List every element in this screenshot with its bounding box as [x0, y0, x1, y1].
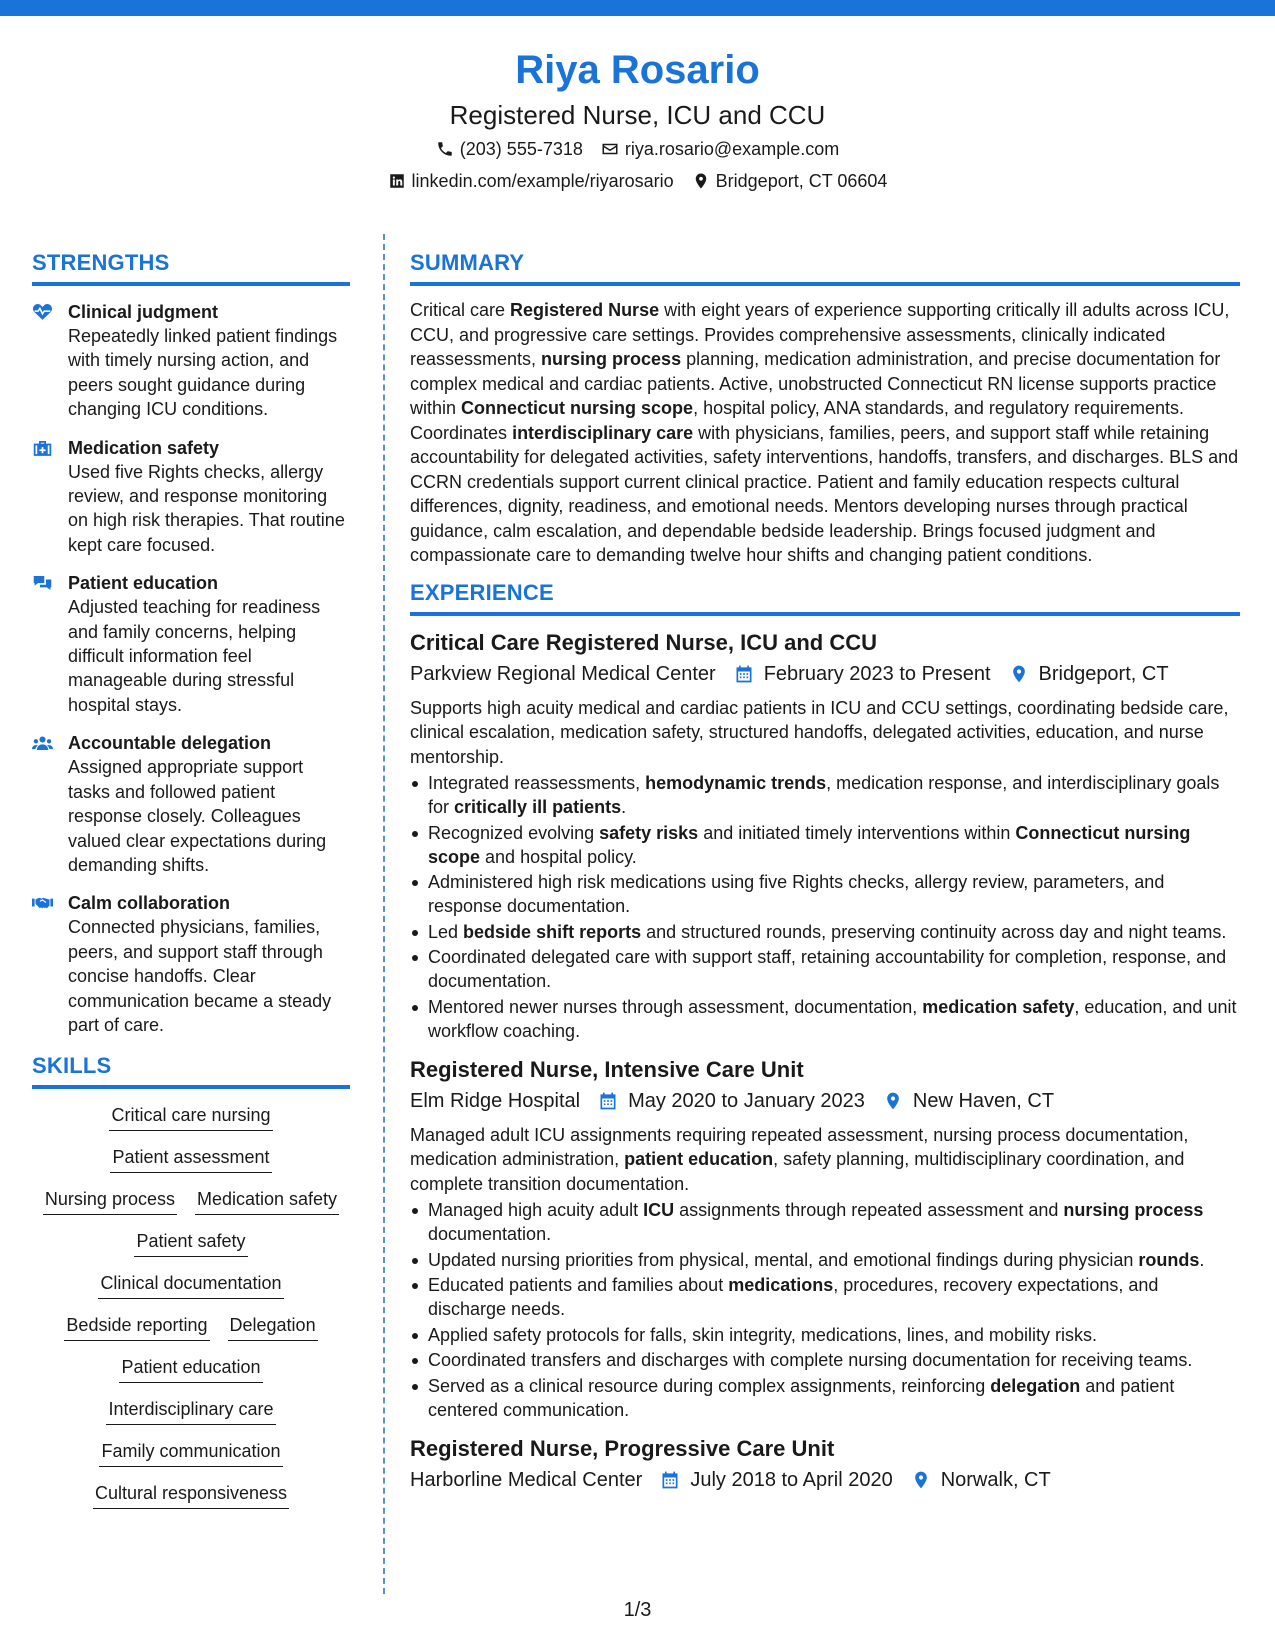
calendar-icon — [598, 1091, 618, 1111]
skill-row — [43, 1187, 339, 1215]
linkedin-contact[interactable] — [388, 168, 674, 194]
location-contact — [692, 168, 888, 194]
job-employer: Harborline Medical Center — [410, 1468, 643, 1491]
job-employer: Parkview Regional Medical Center — [410, 662, 716, 685]
skill-tag: Medication safety — [195, 1187, 339, 1215]
strength-title: Calm collaboration — [68, 893, 231, 914]
phone-icon — [436, 140, 454, 158]
bullet-item: Managed high acuity adult ICU assignments through repeated assessment and nursing process documentation. — [410, 1198, 1240, 1246]
strengths-heading: STRENGTHS — [32, 248, 350, 286]
column-divider — [383, 234, 385, 1594]
strength-title: Accountable delegation — [68, 733, 272, 754]
email-text: riya.rosario@example.com — [624, 139, 840, 159]
strength-title: Clinical judgment — [68, 302, 219, 322]
bullet-item: Integrated reassessments, hemodynamic trends, medication response, and interdisciplinary goals for critically ill patients. — [410, 771, 1240, 819]
job-dates: July 2018 to April 2020 — [660, 1466, 892, 1494]
strength-description: Used five Rights checks, allergy review, and response monitoring on high risk therapies. That routine kept care focused. — [68, 461, 345, 555]
skill-tag: Bedside reporting — [64, 1313, 209, 1341]
calendar-icon — [660, 1470, 680, 1490]
envelope-icon — [601, 140, 619, 158]
job-entry — [410, 628, 1240, 1043]
strength-item — [32, 436, 350, 558]
skill-row — [93, 1481, 289, 1509]
contact-row-2 — [0, 168, 1275, 194]
skill-tag: Interdisciplinary care — [106, 1397, 275, 1425]
skill-tag: Patient education — [119, 1355, 262, 1383]
strength-description: Assigned appropriate support tasks and followed patient response closely. Colleagues valued clear expectations during demanding shifts. — [68, 757, 327, 875]
job-entry — [410, 1055, 1240, 1422]
experience-heading: EXPERIENCE — [410, 578, 1240, 616]
phone-contact[interactable] — [436, 136, 583, 162]
skills-heading: SKILLS — [32, 1051, 350, 1089]
candidate-name: Riya Rosario — [515, 48, 760, 92]
strength-item — [32, 300, 350, 422]
job-location: New Haven, CT — [883, 1087, 1054, 1115]
map-pin-icon — [1009, 664, 1029, 684]
location-text: Bridgeport, CT 06604 — [715, 171, 888, 191]
skill-row — [64, 1313, 317, 1341]
left-column — [32, 248, 350, 1509]
job-meta — [410, 1466, 1240, 1494]
skill-row — [109, 1103, 272, 1131]
skill-tag: Patient assessment — [110, 1145, 271, 1173]
job-bullets — [410, 771, 1240, 1043]
skill-tag: Family communication — [99, 1439, 282, 1467]
map-pin-icon — [883, 1091, 903, 1111]
skill-tag: Delegation — [228, 1313, 318, 1341]
skill-tag: Cultural responsiveness — [93, 1481, 289, 1509]
chat-icon — [32, 571, 54, 717]
handshake-icon — [32, 891, 54, 1037]
skill-tag: Clinical documentation — [98, 1271, 283, 1299]
contact-row-1 — [0, 136, 1275, 162]
skill-row — [98, 1271, 283, 1299]
strength-item — [32, 571, 350, 717]
bullet-item: Educated patients and families about medications, procedures, recovery expectations, and discharge needs. — [410, 1273, 1240, 1321]
strength-description: Adjusted teaching for readiness and family concerns, helping difficult information feel manageable during stressful hospital stays. — [68, 597, 321, 715]
skill-row — [106, 1397, 275, 1425]
job-bullets — [410, 1198, 1240, 1422]
job-meta — [410, 660, 1240, 688]
bullet-item: Administered high risk medications using five Rights checks, allergy review, parameters, and response documentation. — [410, 870, 1240, 918]
skills-list — [32, 1103, 350, 1509]
job-title: Registered Nurse, Intensive Care Unit — [410, 1056, 804, 1082]
map-pin-icon — [911, 1470, 931, 1490]
skill-row — [134, 1229, 247, 1257]
calendar-icon — [734, 664, 754, 684]
skill-row — [110, 1145, 271, 1173]
bullet-item: Recognized evolving safety risks and initiated timely interventions within Connecticut nursing scope and hospital policy. — [410, 821, 1240, 869]
bullet-item: Updated nursing priorities from physical, mental, and emotional findings during physician rounds. — [410, 1248, 1240, 1272]
job-description: Supports high acuity medical and cardiac patients in ICU and CCU settings, coordinating bedside care, clinical escalation, medication safety, structured handoffs, delegated activities, education, and nurse mentorship. — [410, 697, 1229, 767]
bullet-item: Mentored newer nurses through assessment, documentation, medication safety, education, and unit workflow coaching. — [410, 995, 1240, 1043]
resume-header — [0, 44, 1275, 194]
job-description: Managed adult ICU assignments requiring repeated assessment, nursing process documentation, medication administration, patient education, safety planning, multidisciplinary coordination, and complete transition documentation. — [410, 1124, 1189, 1194]
summary-heading: SUMMARY — [410, 248, 1240, 286]
page-number: 1/3 — [623, 1599, 652, 1621]
job-dates: February 2023 to Present — [734, 660, 991, 688]
bullet-item: Served as a clinical resource during complex assignments, reinforcing delegation and patient centered communication. — [410, 1374, 1240, 1422]
top-accent-bar — [0, 0, 1275, 16]
strength-item — [32, 731, 350, 877]
right-column — [410, 248, 1240, 1494]
candidate-role: Registered Nurse, ICU and CCU — [449, 100, 826, 130]
bullet-item: Applied safety protocols for falls, skin integrity, medications, lines, and mobility risks. — [410, 1323, 1240, 1347]
bullet-item: Coordinated delegated care with support staff, retaining accountability for completion, response, and documentation. — [410, 945, 1240, 993]
users-icon — [32, 731, 54, 877]
linkedin-text: linkedin.com/example/riyarosario — [411, 171, 674, 191]
linkedin-icon — [388, 172, 406, 190]
strength-title: Patient education — [68, 573, 219, 594]
skill-row — [119, 1355, 262, 1383]
strength-item — [32, 891, 350, 1037]
phone-text: (203) 555-7318 — [459, 139, 583, 159]
skill-row — [99, 1439, 282, 1467]
strength-description: Repeatedly linked patient findings with timely nursing action, and peers sought guidance during changing ICU conditions. — [68, 326, 338, 420]
summary-paragraph: Critical care Registered Nurse with eight years of experience supporting critically ill adults across ICU, CCU, and progressive care settings. Provides comprehensive assessments, clinically indicated reassessments, nursing process planning, medication administration, and precise documentation for complex medical and cardiac patients. Active, unobstructed Connecticut RN license supports practice within Connecticut nursing scope, hospital policy, ANA standards, and regulatory requirements. Coordinates interdisciplinary care with physicians, families, peers, and support staff while retaining accountability for delegated activities, safety interventions, handoffs, transfers, and discharges. BLS and CCRN credentials support current clinical practice. Patient and family education respects cultural differences, dignity, readiness, and emotional needs. Mentors developing nurses through practical guidance, calm escalation, and dependable bedside leadership. Brings focused judgment and compassionate care to demanding twelve hour shifts and changing patient conditions. — [410, 300, 1239, 565]
skill-tag: Patient safety — [134, 1229, 247, 1257]
email-contact[interactable] — [601, 136, 839, 162]
skill-tag: Nursing process — [43, 1187, 177, 1215]
heart-pulse-icon — [32, 300, 54, 422]
jobs-list — [410, 628, 1240, 1494]
map-pin-icon — [692, 172, 710, 190]
strength-title: Medication safety — [68, 437, 220, 458]
bullet-item: Led bedside shift reports and structured rounds, preserving continuity across day and night teams. — [410, 920, 1240, 944]
job-employer: Elm Ridge Hospital — [410, 1089, 581, 1112]
job-dates: May 2020 to January 2023 — [598, 1087, 865, 1115]
job-title: Registered Nurse, Progressive Care Unit — [410, 1435, 835, 1461]
bullet-item: Coordinated transfers and discharges with complete nursing documentation for receiving teams. — [410, 1348, 1240, 1372]
job-location: Bridgeport, CT — [1009, 660, 1169, 688]
job-entry — [410, 1434, 1240, 1494]
job-meta — [410, 1087, 1240, 1115]
skill-tag: Critical care nursing — [109, 1103, 272, 1131]
job-title: Critical Care Registered Nurse, ICU and CCU — [410, 629, 878, 655]
strengths-list — [32, 300, 350, 1037]
job-location: Norwalk, CT — [911, 1466, 1051, 1494]
medical-kit-icon — [32, 436, 54, 558]
strength-description: Connected physicians, families, peers, and support staff through concise handoffs. Clear communication became a steady part of care. — [68, 917, 332, 1035]
